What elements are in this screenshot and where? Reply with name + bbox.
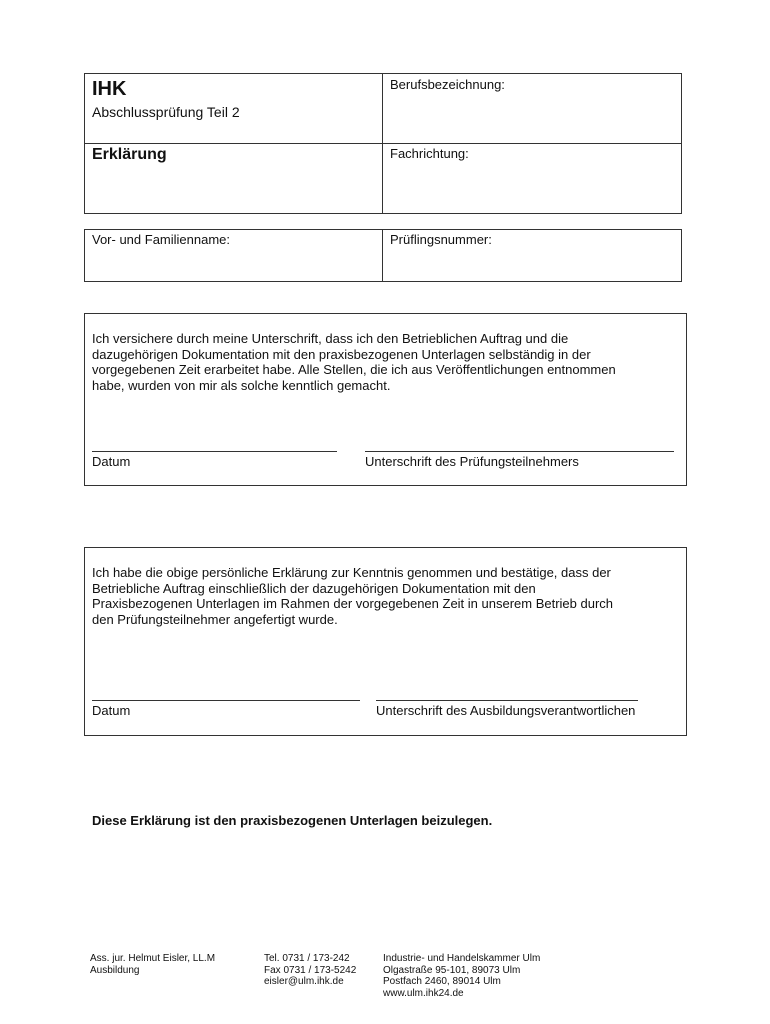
fachrichtung-label: Fachrichtung: — [390, 146, 469, 161]
footer-contact-name-line: Ass. jur. Helmut Eisler, LL.M — [90, 953, 216, 964]
berufsbezeichnung-field[interactable] — [384, 95, 680, 141]
declaration-candidate-line: vorgegebenen Zeit erarbeitet habe. Alle Stellen, die ich aus Veröffentlichungen entnommen — [92, 362, 616, 377]
declaration-trainer-line: Ich habe die obige persönliche Erklärung zur Kenntnis genommen und bestätige, dass der — [92, 565, 611, 580]
footer-chamber-postbox: Postfach 2460, 89014 Ulm — [383, 976, 501, 987]
exam-subtitle: Abschlussprüfung Teil 2 — [92, 104, 240, 120]
candidate-date-line[interactable] — [92, 451, 337, 452]
footer-chamber — [383, 953, 540, 999]
fachrichtung-field[interactable] — [384, 164, 680, 212]
name-label: Vor- und Familienname: — [92, 232, 231, 247]
trainer-date-line[interactable] — [92, 700, 360, 701]
candidate-signature-line[interactable] — [365, 451, 674, 452]
trainer-signature-label: Unterschrift des Ausbildungsverantwortlichen — [376, 703, 636, 718]
name-field[interactable] — [86, 250, 380, 280]
berufsbezeichnung-label: Berufsbezeichnung: — [390, 77, 505, 92]
erklaerung-title: Erklärung — [92, 146, 167, 163]
footer-chamber-website[interactable]: www.ulm.ihk24.de — [383, 987, 464, 999]
footer-chamber-name: Industrie- und Handelskammer Ulm — [383, 953, 541, 964]
pruefungsnummer-field[interactable] — [384, 250, 680, 280]
attachment-note: Diese Erklärung ist den praxisbezogenen Unterlagen beizulegen. — [92, 813, 493, 828]
declaration-trainer-line: Praxisbezogenen Unterlagen im Rahmen der vorgegebenen Zeit in unserem Betrieb durch — [92, 596, 614, 611]
declaration-candidate-line: dazugehörigen Dokumentation mit den praxisbezogenen Unterlagen selbständig in der — [92, 346, 591, 362]
ihk-title: IHK — [92, 78, 127, 100]
declaration-trainer-line: den Prüfungsteilnehmer angefertigt wurde. — [92, 611, 338, 627]
declaration-trainer-line: Betriebliche Auftrag einschließlich der dazugehörigen Dokumentation mit den — [92, 580, 536, 596]
footer-chamber-street: Olgastraße 95-101, 89073 Ulm — [383, 964, 521, 976]
declaration-candidate-line: habe, wurden von mir als solche kenntlich gemacht. — [92, 377, 391, 393]
footer-contact-name — [90, 953, 215, 976]
footer-phone: Tel. 0731 / 173-242 — [264, 953, 350, 964]
declaration-candidate-text — [92, 331, 682, 393]
candidate-signature-label: Unterschrift des Prüfungsteilnehmers — [365, 454, 579, 469]
trainer-signature-line[interactable] — [376, 700, 638, 701]
header-divider-horizontal — [84, 143, 682, 144]
footer-contact-phone — [264, 953, 356, 988]
pruefungsnummer-label: Prüflingsnummer: — [390, 232, 492, 247]
candidate-divider — [382, 229, 383, 282]
declaration-trainer-text — [92, 565, 682, 627]
footer-fax: Fax 0731 / 173-5242 — [264, 964, 357, 976]
candidate-date-label: Datum — [92, 454, 131, 469]
footer-email[interactable]: eisler@ulm.ihk.de — [264, 976, 344, 987]
trainer-date-label: Datum — [92, 703, 131, 718]
footer-contact-name-line: Ausbildung — [90, 964, 140, 976]
declaration-candidate-line: Ich versichere durch meine Unterschrift, dass ich den Betrieblichen Auftrag und die — [92, 331, 569, 346]
